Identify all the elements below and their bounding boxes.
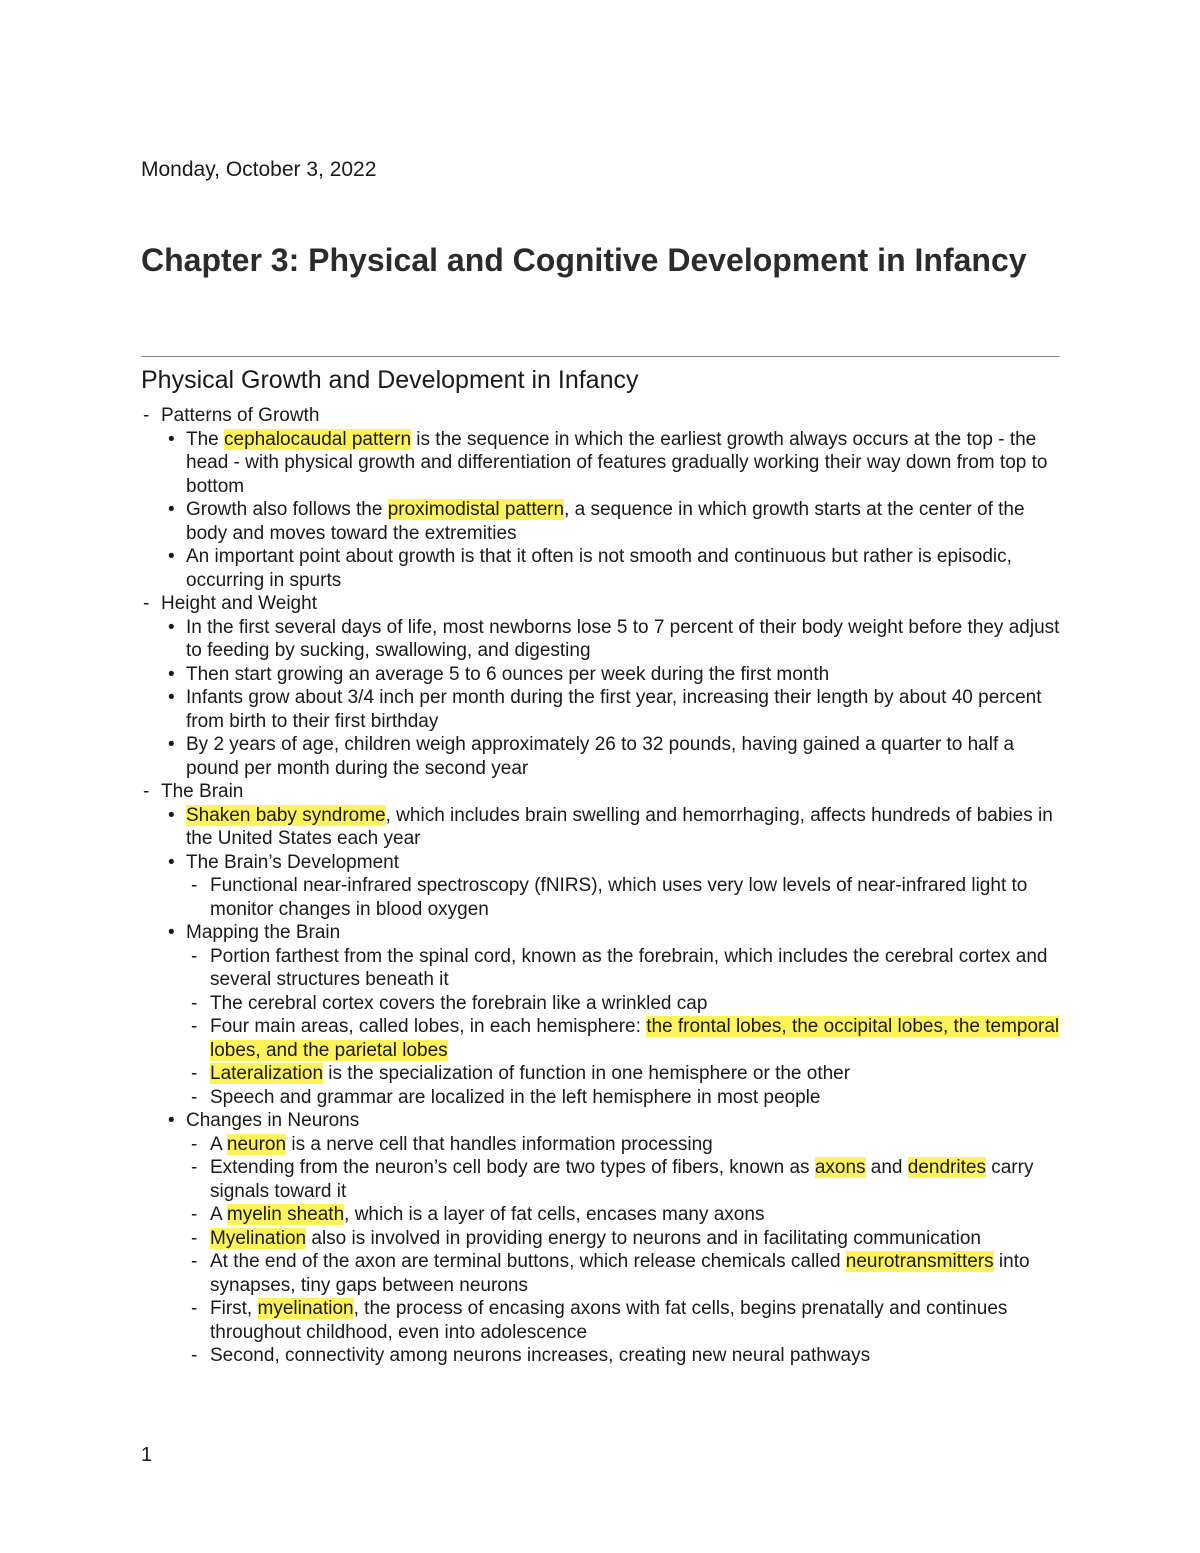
subtopic-label: Mapping the Brain xyxy=(186,922,341,943)
bullet-text: Then start growing an average 5 to 6 ounces per week during the first month xyxy=(186,663,830,685)
topic-label: The Brain xyxy=(161,781,244,802)
outline-bullet xyxy=(141,498,1071,545)
subitem-text: Extending from the neuron’s cell body are two types of fibers, known as xyxy=(210,1157,815,1178)
dash-marker: - xyxy=(143,593,150,614)
outline-subitem xyxy=(141,1086,1071,1110)
subitem-text: Second, connectivity among neurons increases, creating new neural pathways xyxy=(210,1345,871,1366)
outline-subitem xyxy=(141,945,1071,992)
highlighted-term: proximodistal pattern xyxy=(387,499,565,520)
topic-label: Height and Weight xyxy=(161,593,317,614)
bullet-marker: • xyxy=(168,804,175,826)
bullet-text: Infants grow about 3/4 inch per month during the first year, increasing their length by about 40 percent from birth to their first birthday xyxy=(186,687,1042,732)
dash-marker: - xyxy=(143,405,150,426)
bullet-text: By 2 years of age, children weigh approximately 26 to 32 pounds, having gained a quarter to half a pound per month during the second year xyxy=(186,734,1015,779)
dash-marker: - xyxy=(191,1133,198,1155)
highlighted-term: the frontal lobes, the occipital lobes, the temporal lobes, and the parietal lobes xyxy=(210,1016,1060,1061)
highlighted-term: cephalocaudal pattern xyxy=(224,428,412,450)
subitem-text: Portion farthest from the spinal cord, known as the forebrain, which includes the cerebral cortex and several structures beneath it xyxy=(210,945,1048,990)
subitem-text: A xyxy=(210,1204,227,1225)
subitem-text: , which is a layer of fat cells, encases many axons xyxy=(344,1204,765,1225)
outline-subitem xyxy=(141,1156,1071,1203)
subitem-text: Speech and grammar are localized in the left hemisphere in most people xyxy=(210,1086,821,1108)
bullet-marker: • xyxy=(168,546,175,567)
outline-bullet xyxy=(141,616,1071,663)
outline-subitem xyxy=(141,1227,1071,1251)
outline-subitem xyxy=(141,1203,1071,1227)
outline-topic-brain xyxy=(141,780,1071,804)
subtopic-label: The Brain’s Development xyxy=(186,851,399,873)
outline-subitem xyxy=(141,1015,1071,1062)
notes-outline xyxy=(141,404,1071,1368)
bullet-marker: • xyxy=(168,499,175,520)
subitem-text: First, xyxy=(210,1298,258,1319)
outline-bullet xyxy=(141,1109,1071,1133)
highlighted-term: neuron xyxy=(226,1133,287,1155)
bullet-marker: • xyxy=(168,1110,175,1131)
page-number: 1 xyxy=(141,1444,153,1466)
outline-subitem xyxy=(141,1344,1071,1368)
outline-subitem xyxy=(141,1062,1071,1086)
highlighted-term: Shaken baby syndrome xyxy=(186,804,386,826)
subitem-text: into synapses, tiny gaps between neurons xyxy=(210,1251,1030,1296)
bullet-text: An important point about growth is that it often is not smooth and continuous but rather is episodic, occurring in spurts xyxy=(186,546,1012,591)
outline-bullet xyxy=(141,545,1071,592)
bullet-text: Growth also follows the xyxy=(186,499,388,520)
outline-topic-patterns xyxy=(141,404,1071,428)
subitem-text: , the process of encasing axons with fat cells, begins prenatally and continues throughout childhood, even into adolescence xyxy=(210,1298,1008,1343)
subitem-text: carry signals toward it xyxy=(210,1157,1034,1202)
outline-subitem xyxy=(141,1297,1071,1344)
bullet-marker: • xyxy=(168,922,175,943)
dash-marker: - xyxy=(191,1016,198,1037)
subitem-text: At the end of the axon are terminal buttons, which release chemicals called xyxy=(210,1251,846,1272)
dash-marker: - xyxy=(191,945,198,967)
dash-marker: - xyxy=(191,1157,198,1178)
highlighted-term: Myelination xyxy=(210,1227,307,1249)
dash-marker: - xyxy=(191,1086,198,1108)
subitem-text: also is involved in providing energy to neurons and in facilitating communication xyxy=(306,1227,981,1249)
chapter-title: Chapter 3: Physical and Cognitive Development in Infancy xyxy=(141,242,1027,278)
outline-bullet xyxy=(141,686,1071,733)
dash-marker: - xyxy=(191,1298,198,1319)
note-date: Monday, October 3, 2022 xyxy=(141,158,377,181)
dash-marker: - xyxy=(143,781,150,802)
highlighted-term: myelin sheath xyxy=(226,1204,345,1225)
outline-bullet xyxy=(141,851,1071,875)
subitem-text: Four main areas, called lobes, in each hemisphere: xyxy=(210,1016,647,1037)
outline-subitem xyxy=(141,1250,1071,1297)
subitem-text: The cerebral cortex covers the forebrain like a wrinkled cap xyxy=(210,992,708,1014)
outline-bullet xyxy=(141,921,1071,945)
highlighted-term: dendrites xyxy=(907,1157,986,1178)
outline-topic-height xyxy=(141,592,1071,616)
bullet-marker: • xyxy=(168,734,175,755)
bullet-text: In the first several days of life, most newborns lose 5 to 7 percent of their body weight before they adjust to feeding by sucking, swallowing, and digesting xyxy=(186,616,1060,661)
dash-marker: - xyxy=(191,992,198,1014)
outline-subitem xyxy=(141,992,1071,1016)
subitem-text: is the specialization of function in one hemisphere or the other xyxy=(323,1063,851,1084)
bullet-marker: • xyxy=(168,616,175,638)
bullet-text: , which includes brain swelling and hemorrhaging, affects hundreds of babies in the United States each year xyxy=(186,804,1053,849)
bullet-marker: • xyxy=(168,428,175,450)
highlighted-term: axons xyxy=(814,1157,866,1178)
subitem-text: A xyxy=(210,1133,227,1155)
section-heading: Physical Growth and Development in Infancy xyxy=(141,366,639,394)
bullet-marker: • xyxy=(168,687,175,708)
bullet-text: , a sequence in which growth starts at the center of the body and moves toward the extremities xyxy=(186,499,1025,544)
outline-bullet xyxy=(141,428,1071,499)
outline-bullet xyxy=(141,804,1071,851)
dash-marker: - xyxy=(191,1227,198,1249)
highlighted-term: neurotransmitters xyxy=(845,1251,994,1272)
highlighted-term: myelination xyxy=(257,1298,354,1319)
bullet-text: The xyxy=(186,428,225,450)
subitem-text: is a nerve cell that handles information processing xyxy=(286,1133,713,1155)
section-divider xyxy=(141,356,1060,357)
subitem-text: Functional near-infrared spectroscopy (fNIRS), which uses very low levels of near-infrared light to monitor changes in blood oxygen xyxy=(210,875,1028,920)
dash-marker: - xyxy=(191,1063,198,1084)
dash-marker: - xyxy=(191,1251,198,1272)
highlighted-term: Lateralization xyxy=(210,1063,324,1084)
subitem-text: and xyxy=(865,1157,908,1178)
outline-subitem xyxy=(141,1133,1071,1157)
outline-bullet xyxy=(141,733,1071,780)
subtopic-label: Changes in Neurons xyxy=(186,1110,360,1131)
outline-bullet xyxy=(141,663,1071,687)
dash-marker: - xyxy=(191,1204,198,1225)
bullet-marker: • xyxy=(168,663,175,685)
bullet-text: is the sequence in which the earliest growth always occurs at the top - the head - with physical growth and differentiation of features gradually working their way down from top to bottom xyxy=(186,428,1048,497)
dash-marker: - xyxy=(191,875,198,896)
bullet-marker: • xyxy=(168,851,175,873)
outline-subitem xyxy=(141,874,1071,921)
topic-label: Patterns of Growth xyxy=(161,405,320,426)
dash-marker: - xyxy=(191,1345,198,1366)
